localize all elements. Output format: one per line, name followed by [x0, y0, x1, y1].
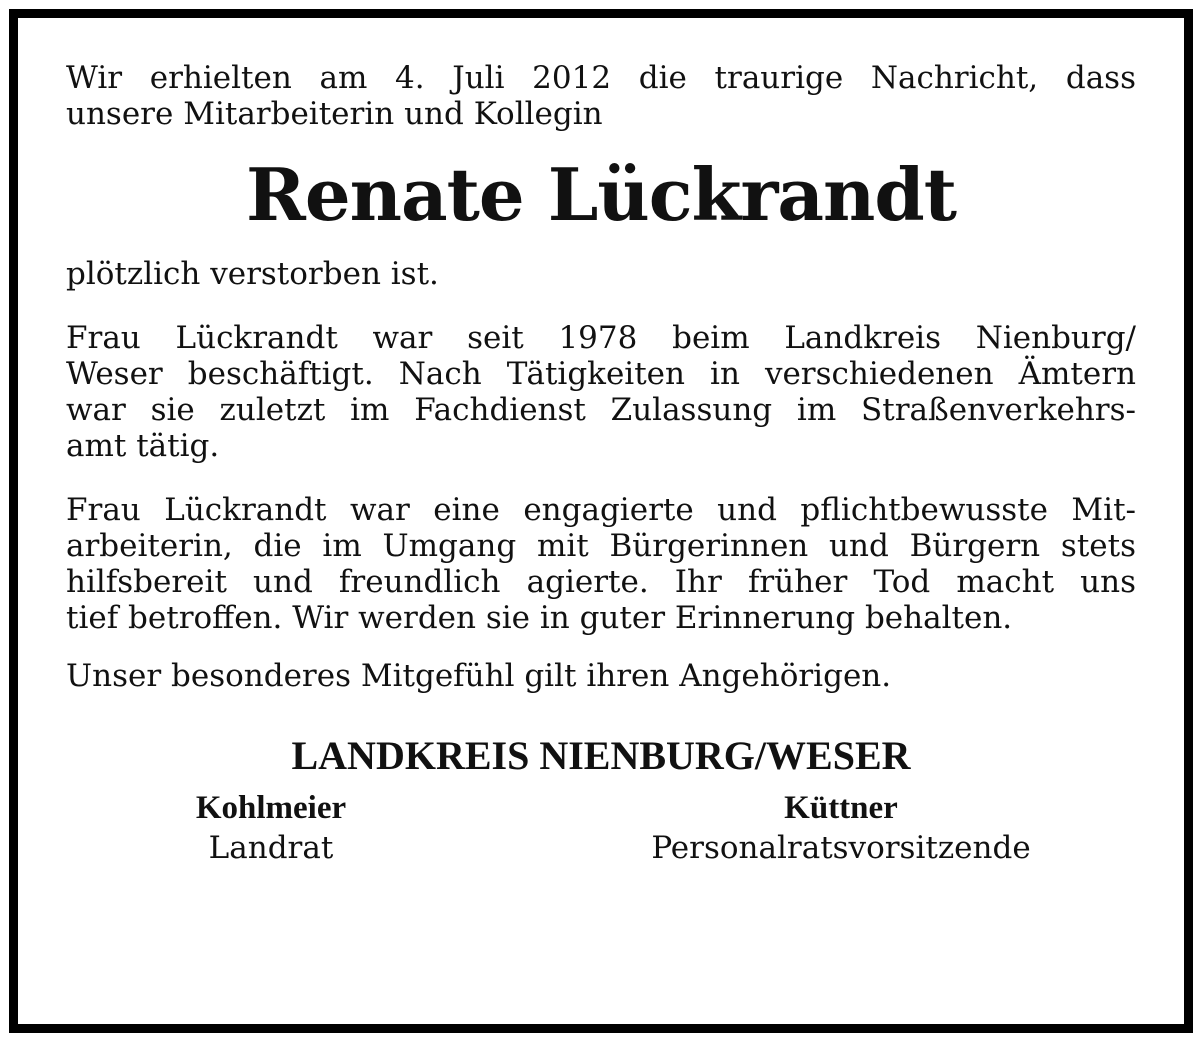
organization-name: LANDKREIS NIENBURG/WESER	[291, 733, 911, 778]
tribute-line: Frau Lückrandt war eine engagierte und pflichtbewusste Mit-	[66, 492, 1136, 528]
intro-paragraph	[66, 60, 1136, 132]
intro-line: Wir erhielten am 4. Juli 2012 die traurige Nachricht, dass	[66, 60, 1136, 96]
deceased-name: Renate Lückrandt	[245, 152, 956, 237]
signatory-name: Kohlmeier	[195, 790, 347, 826]
career-line: Frau Lückrandt war seit 1978 beim Landkreis Nienburg/	[66, 320, 1136, 356]
career-line: war sie zuletzt im Fachdienst Zulassung im Straßenverkehrs-	[66, 392, 1136, 428]
signatures	[66, 788, 1136, 878]
tribute-line: arbeiterin, die im Umgang mit Bürgerinnen und Bürgern stets	[66, 528, 1136, 564]
tribute-line: hilfsbereit und freundlich agierte. Ihr früher Tod macht uns	[66, 564, 1136, 600]
notice-content	[66, 60, 1136, 878]
career-paragraph	[66, 320, 1136, 464]
signatory-left	[166, 788, 376, 868]
intro-line: unsere Mitarbeiterin und Kollegin	[66, 96, 603, 132]
notice-frame	[9, 9, 1193, 1033]
tribute-line: tief betroffen. Wir werden sie in guter Erinnerung behalten.	[66, 600, 1013, 636]
signatory-right	[616, 788, 1066, 868]
career-line: amt tätig.	[66, 428, 220, 464]
signatory-name: Küttner	[784, 790, 898, 826]
signatory-role: Landrat	[208, 830, 334, 866]
condolence-paragraph	[66, 658, 1136, 694]
died-line: plötzlich verstorben ist.	[66, 256, 439, 292]
tribute-paragraph	[66, 492, 1136, 636]
died-paragraph	[66, 256, 1136, 292]
signatory-role: Personalratsvorsitzende	[651, 830, 1031, 866]
career-line: Weser beschäftigt. Nach Tätigkeiten in verschiedenen Ämtern	[66, 356, 1136, 392]
condolence-line: Unser besonderes Mitgefühl gilt ihren Angehörigen.	[66, 658, 892, 694]
